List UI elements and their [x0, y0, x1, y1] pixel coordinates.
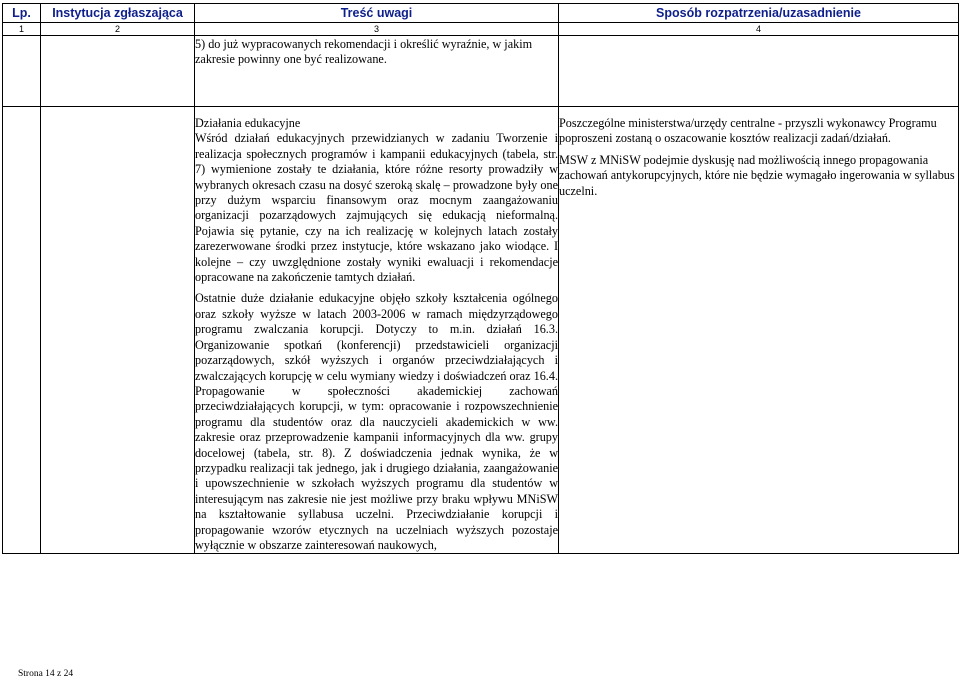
row1-lp [3, 36, 41, 107]
header-institution: Instytucja zgłaszająca [41, 4, 195, 23]
numbering-row [3, 23, 959, 36]
row1-institution [41, 36, 195, 107]
paragraph: Wśród działań edukacyjnych przewidzianych w zadaniu Tworzenie i realizacja społecznych programów i kampanii edukacyjnych (tabela, str. 7) wymienione zostały te działania, które różne resorty prowadziły w wybranych okresach czasu na dosyć szeroką skalę – prowadzone były one przy dużym wsparciu finansowym oraz mocnym zaangażowaniu organizacji pozarządowych zajmujących się edukacją nieformalną. Pojawia się pytanie, czy na ich realizację w kolejnych latach zostały zarezerwowane środki przez instytucje, które wskazano jako wiodące. I kolejne – czy uwzględnione zostały wyniki ewaluacji i rekomendacje opracowane na zakończenie tamtych działań. [195, 131, 558, 285]
response-paragraph: Poszczególne ministerstwa/urzędy centralne - przyszli wykonawcy Programu poproszeni zostaną o oszacowanie kosztów realizacji zadań/działań. [559, 116, 937, 146]
page-number: Strona 14 z 24 [18, 669, 74, 679]
header-lp: Lp. [3, 4, 41, 23]
row2-lp [3, 107, 41, 554]
number-2: 2 [41, 23, 195, 36]
number-1: 1 [3, 23, 41, 36]
row1-content [195, 36, 559, 107]
table-row [3, 36, 959, 107]
header-row [3, 4, 959, 23]
number-4: 4 [559, 23, 959, 36]
row2-content [195, 107, 559, 554]
row2-institution [41, 107, 195, 554]
row1-text: 5) do już wypracowanych rekomendacji i określić wyraźnie, w jakim zakresie powinny one być realizowane. [195, 37, 533, 67]
header-resolution: Sposób rozpatrzenia/uzasadnienie [559, 4, 959, 23]
table-row [3, 107, 959, 554]
remarks-table [2, 3, 959, 554]
section-heading: Działania edukacyjne [195, 116, 301, 130]
response-paragraph: MSW z MNiSW podejmie dyskusję nad możliwością innego propagowania zachowań antykorupcyjnych, które nie będzie wymagało ingerowania w syllabus uczelni. [559, 152, 955, 198]
paragraph: Ostatnie duże działanie edukacyjne objęło szkoły kształcenia ogólnego oraz szkoły wyższe w latach 2003-2006 w ramach międzyrządowego programu zwalczania korupcji. Dotyczy to m.in. działań 16.3. Organizowanie spotkań (konferencji) przedstawicieli organizacji pozarządowych, szkół wyższych i organów przeciwdziałających i zwalczających korupcję w celu wymiany wiedzy i doświadczeń oraz 16.4. Propagowanie w społeczności akademickiej zachowań przeciwdziałających korupcji, w tym: opracowanie i rozpowszechnienie programu dla studentów oraz dla nauczycieli akademickich w ww. zakresie oraz przeprowadzenie kampanii informacyjnych dla ww. grupy docelowej (tabela, str. 8). Z doświadczenia jednak wynika, że w przypadku realizacji tak jednego, jak i drugiego działania, zaangażowanie i upowszechnienie w szkołach wyższych programu dla studentów w interesującym nas zakresie nie jest możliwe przy braku wpływu MNiSW na kształtowanie syllabusa uczelni. Przeciwdziałanie korupcji i propagowanie wzorów etycznych na uczelniach wyższych pozostaje wyłącznie w obszarze zainteresowań naukowych, [195, 291, 558, 552]
header-content: Treść uwagi [195, 4, 559, 23]
row1-resolution [559, 36, 959, 107]
row2-resolution [559, 107, 959, 554]
number-3: 3 [195, 23, 559, 36]
